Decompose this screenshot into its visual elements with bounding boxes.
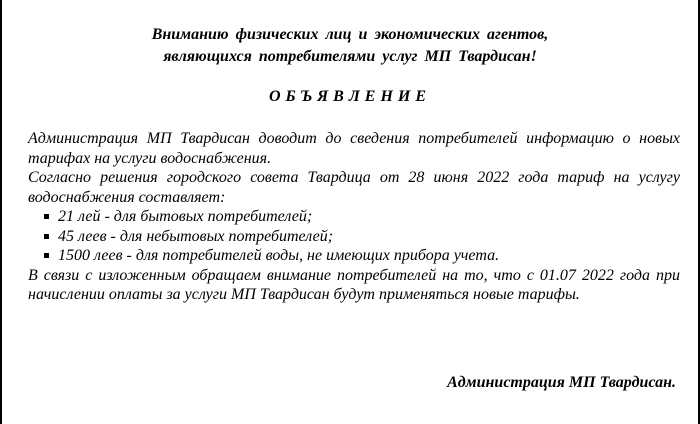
tariff-text: 21 лей - для бытовых потребителей; (58, 208, 313, 225)
tariff-item-no-meter (44, 246, 680, 266)
header-line-1: Вниманию физических лиц и экономических агентов, (151, 26, 549, 43)
paragraph-intro: Администрация МП Твардисан доводит до сведения потребителей информацию о новых тарифах на услуги водоснабжения. (28, 130, 680, 167)
tariff-text: 45 леев - для небытовых потребителей; (58, 227, 334, 245)
tariff-item-household (44, 207, 680, 227)
announcement-header (0, 24, 700, 68)
paragraph-decision: Согласно решения городского совета Твардица от 28 июня 2022 года тариф на услугу водоснабжения составляет: (28, 169, 680, 206)
announcement-title: ОБЪЯВЛЕНИЕ (268, 88, 432, 105)
paragraph-notice: В связи с изложенным обращаем внимание потребителей на то, что с 01.07 2022 года при начислении оплаты за услуги МП Твардисан будут применяться новые тарифы. (28, 266, 680, 303)
tariff-list (28, 207, 680, 266)
bullet-icon (44, 214, 49, 219)
header-line-2: являющихся потребителями услуг МП Твардисан! (163, 48, 537, 65)
tariff-item-non-household (44, 227, 680, 247)
bullet-icon (44, 234, 49, 239)
announcement-body (28, 129, 680, 305)
tariff-text: 1500 леев - для потребителей воды, не имеющих прибора учета. (58, 247, 500, 264)
signature: Администрация МП Твардисан. (447, 374, 676, 391)
bullet-icon (44, 253, 49, 258)
